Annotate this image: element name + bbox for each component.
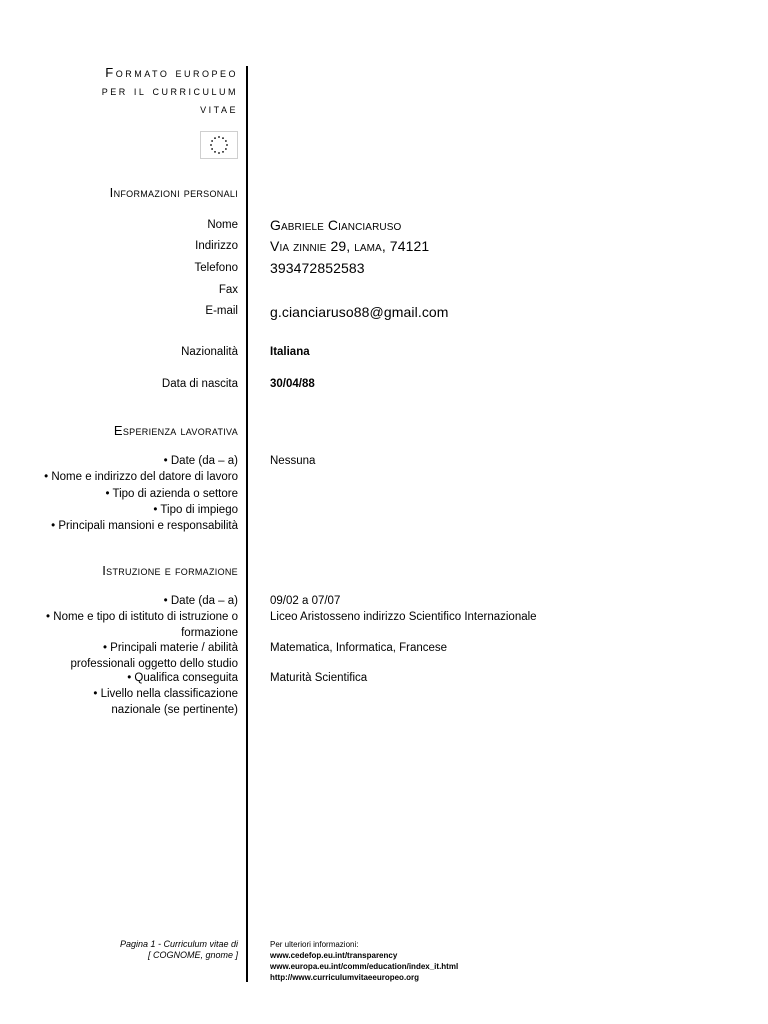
footer-page-line2: [ COGNOME, gnome ] <box>147 950 238 960</box>
work-label-dates: • Date (da – a) <box>163 455 238 467</box>
edu-label-institute <box>8 609 238 641</box>
edu-value-qualification: Maturità Scientifica <box>270 672 368 684</box>
footer-info <box>270 939 530 983</box>
title-line-3: vitae <box>200 101 238 116</box>
edu-label-subjects <box>8 640 238 672</box>
document-title <box>0 64 238 118</box>
work-label-sector: • Tipo di azienda o settore <box>105 488 238 500</box>
title-line-1: Formato europeo <box>105 65 238 80</box>
label-name: Nome <box>207 219 238 231</box>
footer-info-title: Per ulteriori informazioni: <box>270 940 359 949</box>
value-address: Via zinnie 29, lama, 74121 <box>270 238 430 254</box>
edu-value-dates: 09/02 a 07/07 <box>270 595 341 607</box>
section-heading-education: Istruzione e formazione <box>102 563 238 578</box>
work-value: Nessuna <box>270 455 316 467</box>
edu-label-level <box>8 686 238 718</box>
edu-label-subjects-line1: • Principali materie / abilità <box>102 642 238 654</box>
work-label-job-type: • Tipo di impiego <box>153 504 238 516</box>
edu-label-level-line2: nazionale (se pertinente) <box>111 704 238 716</box>
value-email: g.cianciaruso88@gmail.com <box>270 304 449 320</box>
footer-page-line1: Pagina 1 - Curriculum vitae di <box>119 939 238 949</box>
label-email: E-mail <box>205 305 238 317</box>
section-heading-personal: Informazioni personali <box>109 185 238 200</box>
edu-label-qualification: • Qualifica conseguita <box>127 672 238 684</box>
work-label-duties: • Principali mansioni e responsabilità <box>51 520 238 532</box>
value-name: Gabriele Cianciaruso <box>270 217 402 233</box>
work-label-employer: • Nome e indirizzo del datore di lavoro <box>44 471 238 483</box>
footer-page-info <box>38 939 238 961</box>
footer-link-cv-europeo[interactable]: http://www.curriculumvitaeeuropeo.org <box>270 973 420 982</box>
value-phone: 393472852583 <box>270 260 365 276</box>
edu-value-institute: Liceo Aristosseno indirizzo Scientifico Internazionale <box>270 611 537 623</box>
label-address: Indirizzo <box>195 240 238 252</box>
edu-label-subjects-line2: professionali oggetto dello studio <box>70 658 238 670</box>
footer-link-cedefop[interactable]: www.cedefop.eu.int/transparency <box>270 951 398 960</box>
footer-link-europa[interactable]: www.europa.eu.int/comm/education/index_it.html <box>270 962 459 971</box>
title-line-2: per il curriculum <box>101 83 238 98</box>
section-heading-work: Esperienza lavorativa <box>113 423 238 438</box>
label-phone: Telefono <box>194 262 238 274</box>
value-nationality: Italiana <box>270 346 310 358</box>
edu-label-institute-line2: formazione <box>181 627 238 639</box>
value-birthdate: 30/04/88 <box>270 378 315 390</box>
column-divider <box>246 66 248 982</box>
edu-value-subjects: Matematica, Informatica, Francese <box>270 642 448 654</box>
eu-flag-icon <box>200 131 238 159</box>
edu-label-institute-line1: • Nome e tipo di istituto di istruzione o <box>46 611 238 623</box>
edu-label-dates: • Date (da – a) <box>163 595 238 607</box>
label-fax: Fax <box>218 284 238 296</box>
label-nationality: Nazionalità <box>181 346 238 358</box>
edu-label-level-line1: • Livello nella classificazione <box>93 688 238 700</box>
label-birthdate: Data di nascita <box>161 378 238 390</box>
